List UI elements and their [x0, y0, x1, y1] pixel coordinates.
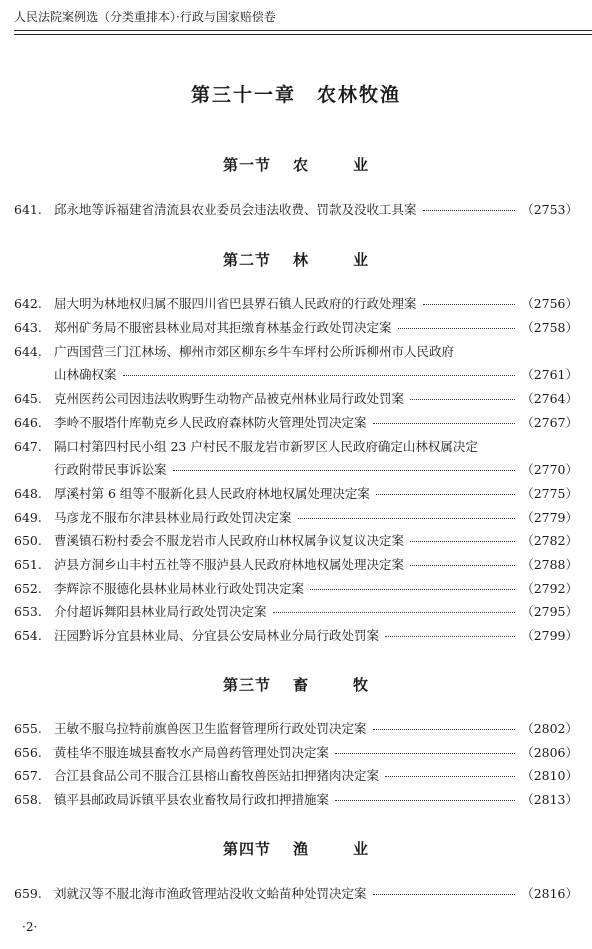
entry-title: 曹溪镇石粉村委会不服龙岩市人民政府山林权属争议复议决定案	[54, 533, 405, 548]
entry-number: 658.	[14, 792, 42, 807]
entry-title: 郑州矿务局不服密县林业局对其拒缴育林基金行政处罚决定案	[54, 320, 392, 335]
entry-number: 642.	[14, 296, 42, 311]
entry-title: 李辉淙不服德化县林业局林业行政处罚决定案	[54, 581, 305, 596]
entry-page: （2756）	[521, 296, 578, 311]
toc-entry[interactable]	[14, 506, 578, 529]
toc-entry[interactable]	[14, 882, 578, 905]
entry-page: （2764）	[521, 391, 578, 406]
entry-number: 647.	[14, 439, 42, 454]
section-title	[0, 249, 592, 270]
entry-number: 656.	[14, 745, 42, 760]
entry-page: （2802）	[521, 721, 578, 736]
entry-page: （2770）	[521, 462, 578, 477]
entry-number: 659.	[14, 886, 42, 901]
section-title	[0, 838, 592, 859]
dot-leader	[373, 893, 516, 895]
section-label: 第一节	[222, 156, 271, 174]
entry-title: 黄桂华不服连城县畜牧水产局兽药管理处罚决定案	[54, 745, 330, 760]
toc-entry[interactable]	[14, 316, 578, 339]
toc-entry[interactable]	[14, 577, 578, 600]
dot-leader	[423, 303, 516, 305]
section-name: 业	[353, 840, 370, 858]
entry-title: 合江县食品公司不服合江县榕山畜牧兽医站扣押猪肉决定案	[54, 768, 380, 783]
dot-leader	[273, 611, 516, 613]
section-name: 业	[353, 156, 370, 174]
header-rule	[14, 34, 592, 35]
entry-number: 654.	[14, 628, 42, 643]
dot-leader	[398, 327, 516, 329]
dot-leader	[423, 209, 516, 211]
dot-leader	[173, 469, 516, 471]
dot-leader	[335, 752, 515, 754]
entry-page: （2810）	[521, 768, 578, 783]
entry-title: 王敏不服乌拉特前旗兽医卫生监督管理所行政处罚决定案	[54, 721, 367, 736]
entry-number: 651.	[14, 557, 42, 572]
entry-number: 644.	[14, 344, 42, 359]
toc-entry[interactable]	[14, 600, 578, 623]
dot-leader	[123, 374, 516, 376]
entry-page: （2799）	[521, 628, 578, 643]
toc-entry[interactable]	[14, 387, 578, 410]
section-name: 畜	[292, 676, 309, 694]
dot-leader	[385, 635, 515, 637]
toc-entry[interactable]	[14, 292, 578, 315]
entry-title-continued: 行政附带民事诉讼案	[54, 462, 167, 477]
chapter-title: 第三十一章 农林牧渔	[190, 84, 401, 106]
entry-title: 广西国营三门江林场、柳州市郊区柳东乡牛车坪村公所诉柳州市人民政府	[54, 344, 455, 359]
entry-page: （2788）	[521, 557, 578, 572]
entry-number: 653.	[14, 604, 42, 619]
dot-leader	[410, 398, 515, 400]
toc-entry[interactable]	[14, 788, 578, 811]
section-title	[0, 154, 592, 175]
dot-leader	[410, 540, 515, 542]
toc-entry[interactable]	[14, 411, 578, 434]
entry-page: （2795）	[521, 604, 578, 619]
section-name: 业	[353, 251, 370, 269]
entry-page: （2758）	[521, 320, 578, 335]
toc-entry[interactable]	[14, 198, 578, 221]
entry-title: 隔口村第四村民小组 23 户村民不服龙岩市新罗区人民政府确定山林权属决定	[54, 439, 478, 454]
entry-number: 645.	[14, 391, 42, 406]
toc-entry[interactable]	[14, 482, 578, 505]
entry-title: 汪园黔诉分宜县林业局、分宜县公安局林业分局行政处罚案	[54, 628, 380, 643]
toc-entry[interactable]	[14, 435, 578, 481]
toc-entry[interactable]	[14, 741, 578, 764]
section-label: 第四节	[222, 840, 271, 858]
section-name: 渔	[292, 840, 309, 858]
section-label: 第二节	[222, 251, 271, 269]
header-rule	[14, 30, 592, 31]
entry-number: 652.	[14, 581, 42, 596]
entry-title: 邱永地等诉福建省清流县农业委员会违法收费、罚款及没收工具案	[54, 202, 417, 217]
section-name: 林	[292, 251, 309, 269]
dot-leader	[373, 422, 516, 424]
entry-page: （2806）	[521, 745, 578, 760]
toc-entry[interactable]	[14, 340, 578, 386]
dot-leader	[335, 799, 515, 801]
dot-leader	[373, 728, 516, 730]
section-name: 农	[292, 156, 309, 174]
entry-page: （2813）	[521, 792, 578, 807]
dot-leader	[376, 493, 515, 495]
entry-title: 厚溪村第 6 组等不服新化县人民政府林地权属处理决定案	[54, 486, 370, 501]
entry-title: 马彦龙不服布尔津县林业局行政处罚决定案	[54, 510, 292, 525]
entry-title: 泸县方洞乡山丰村五社等不服泸县人民政府林地权属处理决定案	[54, 557, 405, 572]
toc-entry[interactable]	[14, 553, 578, 576]
entry-page: （2775）	[521, 486, 578, 501]
entry-page: （2782）	[521, 533, 578, 548]
section-name: 牧	[353, 676, 370, 694]
entry-number: 646.	[14, 415, 42, 430]
entry-page: （2816）	[521, 886, 578, 901]
entry-title-continued: 山林确权案	[54, 367, 117, 382]
dot-leader	[410, 564, 515, 566]
page-number: ·2·	[22, 920, 38, 934]
entry-number: 657.	[14, 768, 42, 783]
entry-title: 屈大明为林地权归属不服四川省巴县界石镇人民政府的行政处理案	[54, 296, 417, 311]
entry-number: 649.	[14, 510, 42, 525]
entry-title: 克州医药公司因违法收购野生动物产品被克州林业局行政处罚案	[54, 391, 405, 406]
entry-page: （2767）	[521, 415, 578, 430]
dot-leader	[310, 588, 515, 590]
entry-number: 648.	[14, 486, 42, 501]
entry-number: 641.	[14, 202, 42, 217]
dot-leader	[298, 517, 516, 519]
entry-page: （2792）	[521, 581, 578, 596]
toc-entry[interactable]	[14, 717, 578, 740]
dot-leader	[385, 775, 515, 777]
entry-title: 李岭不服塔什库勒克乡人民政府森林防火管理处罚决定案	[54, 415, 367, 430]
entry-title: 镇平县邮政局诉镇平县农业畜牧局行政扣押措施案	[54, 792, 330, 807]
entry-number: 650.	[14, 533, 42, 548]
entry-page: （2761）	[521, 367, 578, 382]
section-title	[0, 674, 592, 695]
toc-entry[interactable]	[14, 624, 578, 647]
entry-page: （2779）	[521, 510, 578, 525]
entry-title: 刘就汉等不服北海市渔政管理站没收文蛤苗种处罚决定案	[54, 886, 367, 901]
running-header: 人民法院案例选（分类重排本）·行政与国家赔偿卷	[14, 10, 276, 24]
entry-number: 655.	[14, 721, 42, 736]
toc-entry[interactable]	[14, 764, 578, 787]
entry-number: 643.	[14, 320, 42, 335]
entry-page: （2753）	[521, 202, 578, 217]
entry-title: 介付超诉舞阳县林业局行政处罚决定案	[54, 604, 267, 619]
toc-entry[interactable]	[14, 529, 578, 552]
section-label: 第三节	[222, 676, 271, 694]
